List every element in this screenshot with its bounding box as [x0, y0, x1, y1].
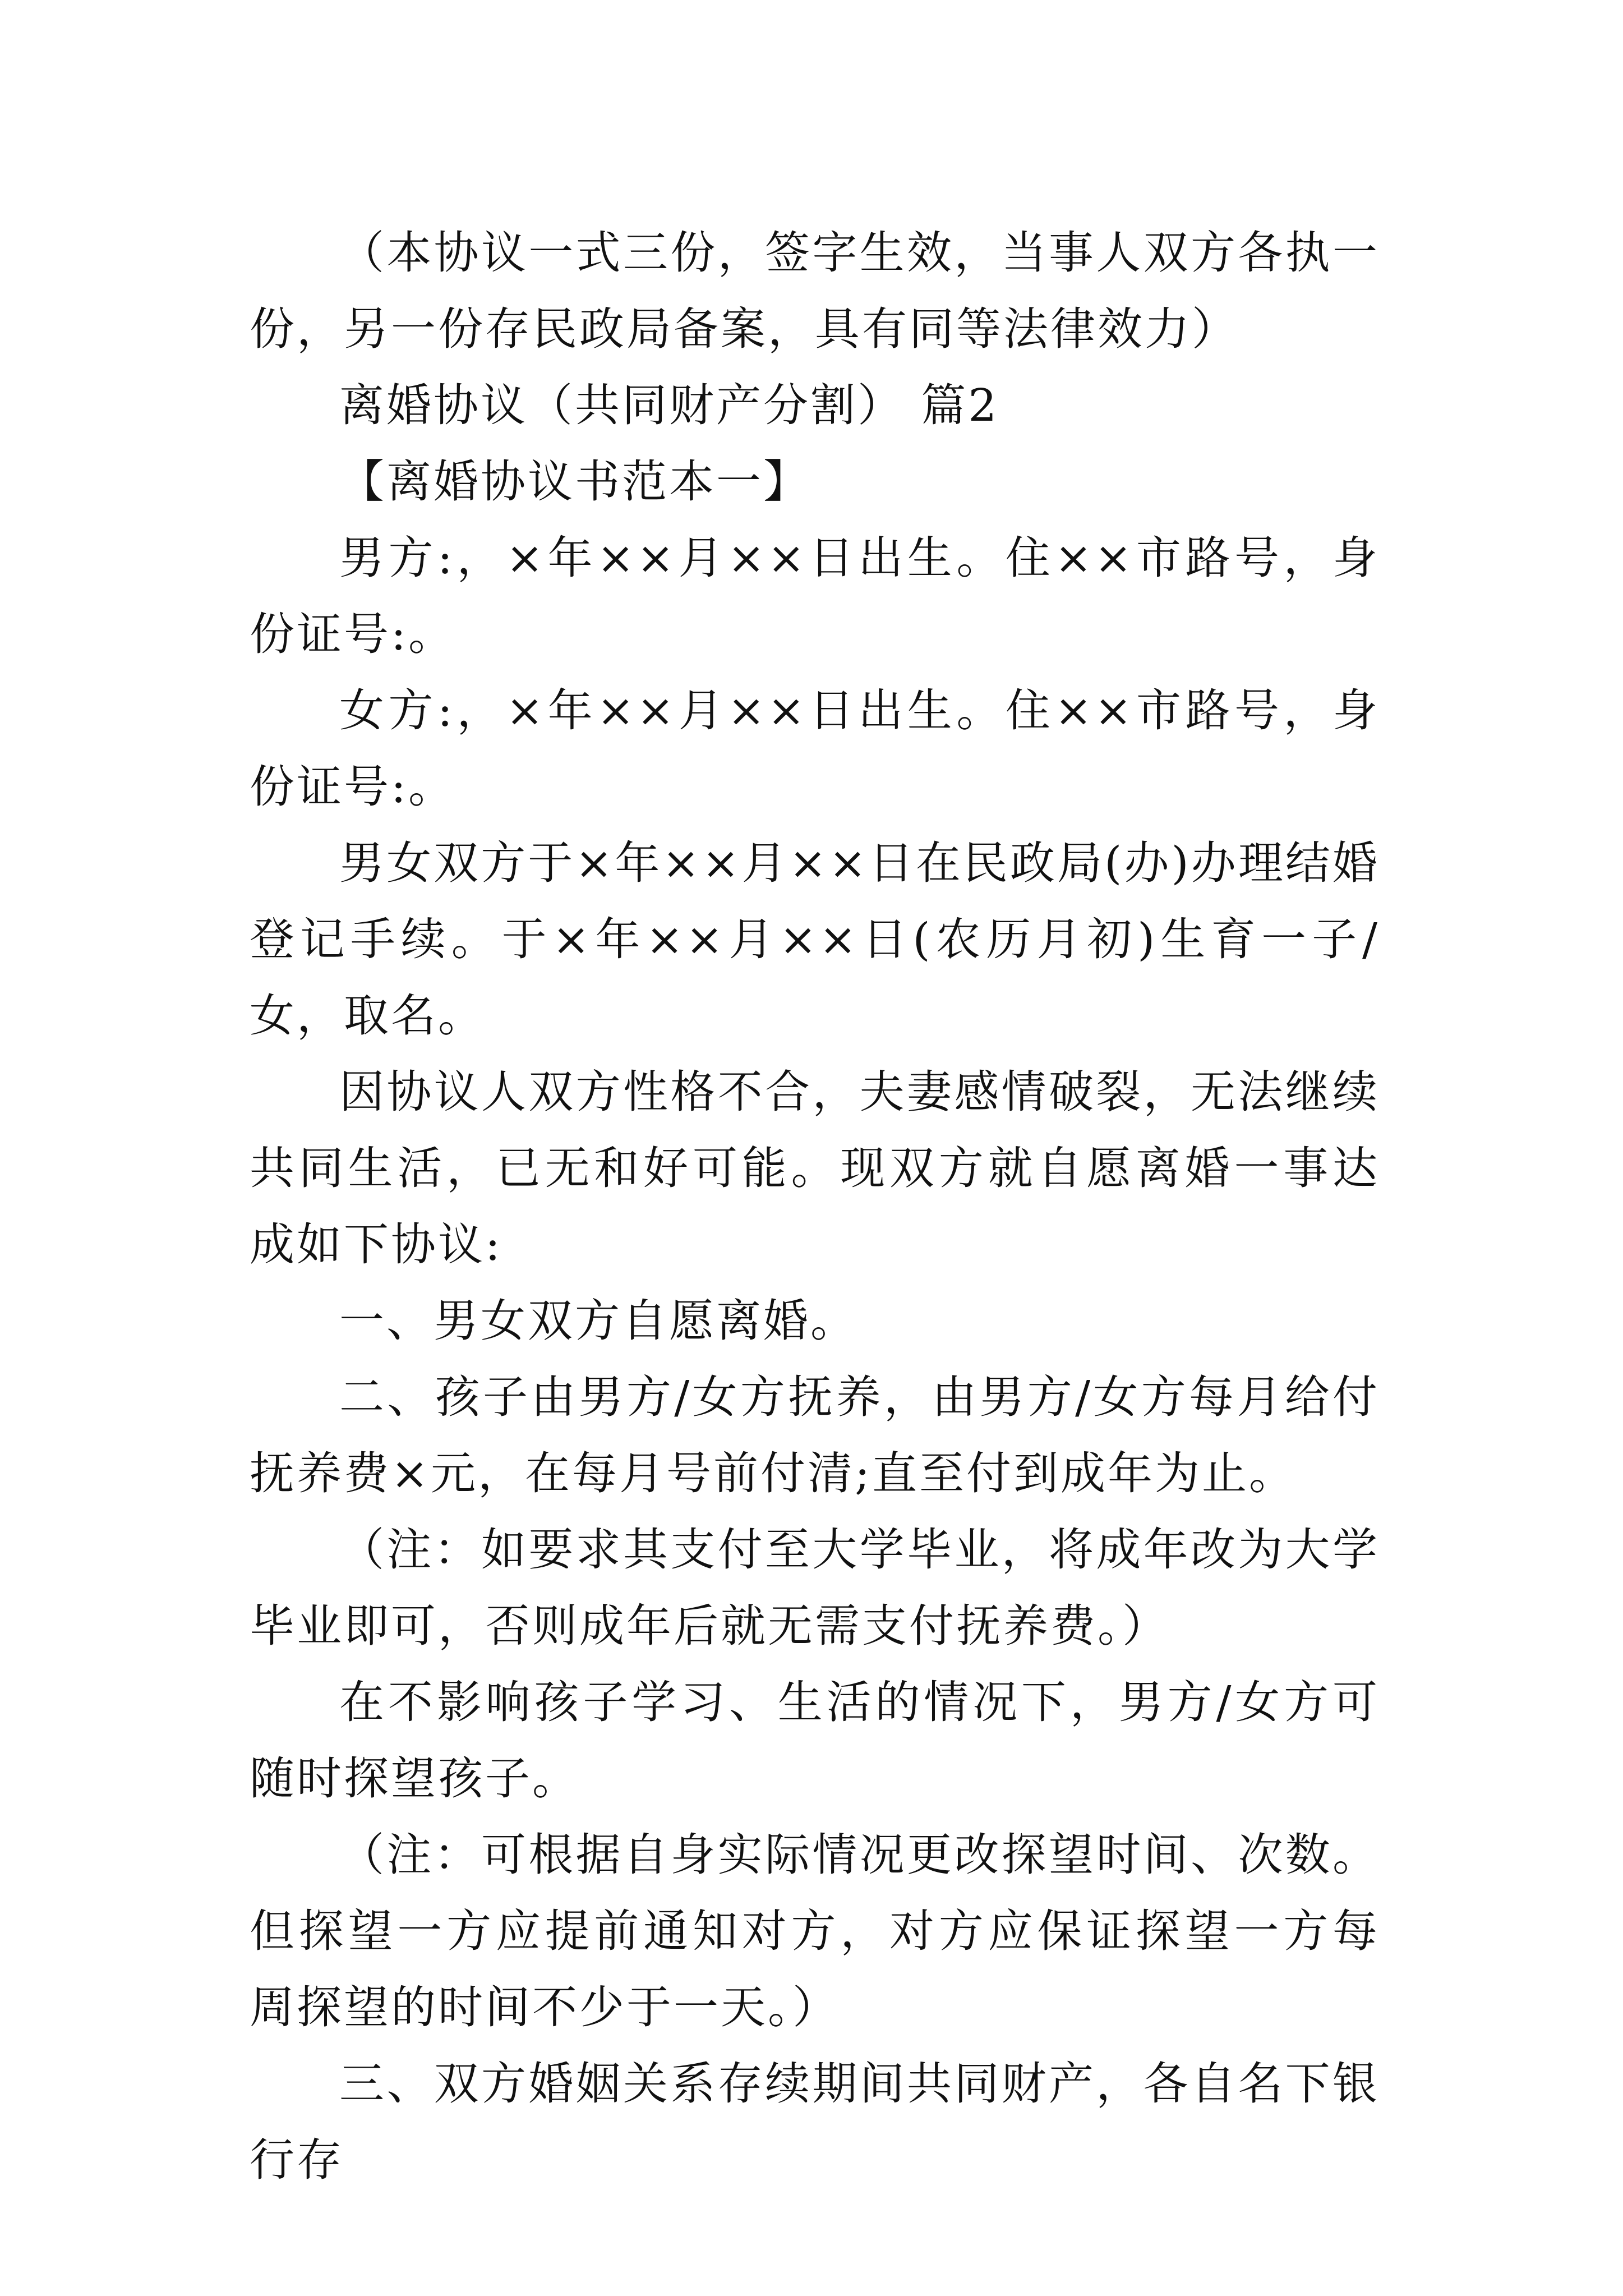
note-support-until-graduation: （注：如要求其支付至大学毕业，将成年改为大学毕业即可，否则成年后就无需支付抚养费。） — [250, 1524, 1380, 1652]
paragraph-agreement-copies-note: （本协议一式三份，签字生效，当事人双方各执一份，另一份存民政局备案，具有同等法律效力） — [250, 227, 1380, 355]
section-heading-part-2: 离婚协议（共同财产分割） 篇2 — [339, 379, 999, 431]
clause-1-voluntary-divorce: 一、男女双方自愿离婚。 — [339, 1295, 857, 1347]
document-body — [250, 215, 1380, 2198]
sample-heading: 【离婚协议书范本一】 — [339, 455, 810, 508]
paragraph-female-party: 女方:，×年××月××日出生。住××市路号，身份证号:。 — [250, 684, 1380, 813]
paragraph-male-party: 男方:，×年××月××日出生。住××市路号，身份证号:。 — [250, 532, 1380, 660]
clause-2-child-custody: 二、孩子由男方/女方抚养，由男方/女方每月给付抚养费×元，在每月号前付清;直至付到成年为止。 — [250, 1371, 1380, 1499]
note-visitation-schedule: （注：可根据自身实际情况更改探望时间、次数。但探望一方应提前通知对方，对方应保证探望一方每周探望的时间不少于一天。） — [250, 1829, 1380, 2033]
paragraph-marriage-registration: 男女双方于×年××月××日在民政局(办)办理结婚登记手续。于×年××月××日(农历月初)生育一子/女，取名。 — [250, 837, 1380, 1042]
paragraph-divorce-reason: 因协议人双方性格不合，夫妻感情破裂，无法继续共同生活，已无和好可能。现双方就自愿离婚一事达成如下协议: — [250, 1066, 1380, 1271]
paragraph-visitation-rights: 在不影响孩子学习、生活的情况下，男方/女方可随时探望孩子。 — [250, 1676, 1380, 1805]
clause-3-shared-property: 三、双方婚姻关系存续期间共同财产，各自名下银行存 — [250, 2058, 1380, 2186]
